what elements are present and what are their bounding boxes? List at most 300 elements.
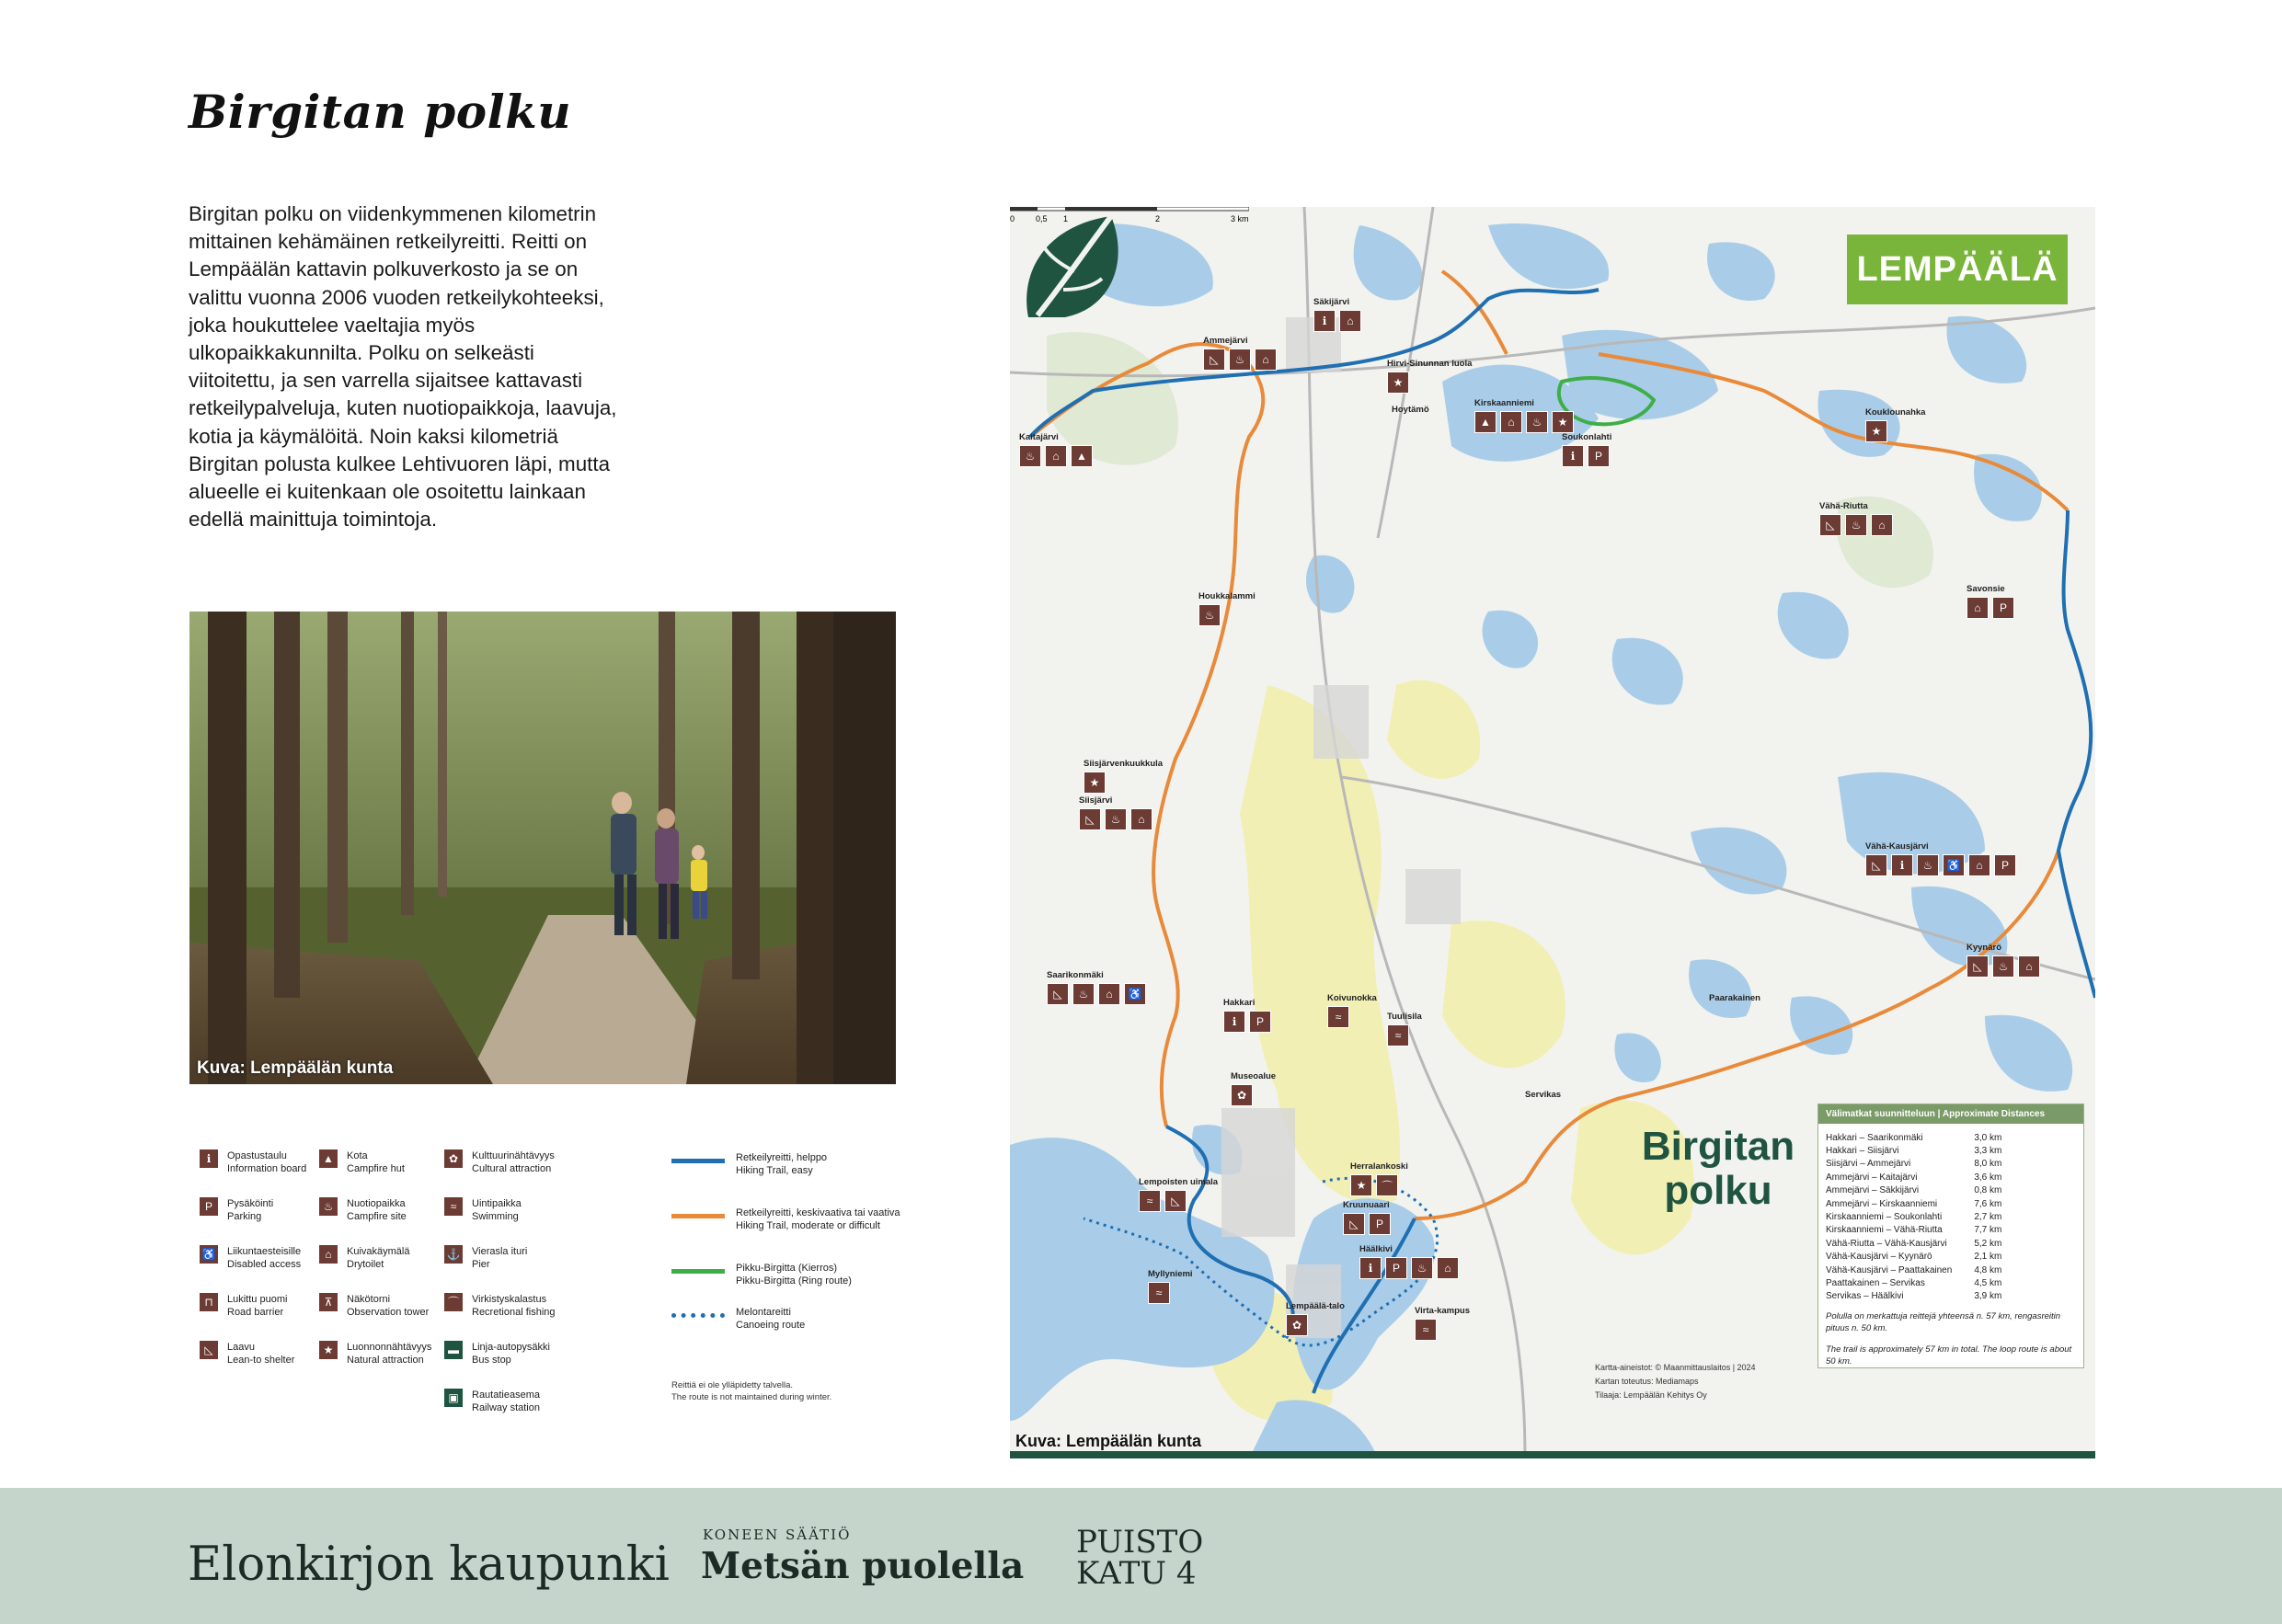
legend-label-fi: Kulttuurinähtävyys [472, 1150, 555, 1161]
legend-item-text [472, 1341, 550, 1367]
legend-label-fi: Kota [347, 1150, 368, 1161]
parking-icon: P [1994, 854, 2016, 876]
map-place-icons [1359, 1257, 1459, 1279]
star-icon: ★ [1552, 411, 1574, 433]
map-place-label: Servikas [1525, 1090, 1562, 1100]
legend-label-en: Bus stop [472, 1355, 511, 1366]
legend-line-label-fi: Retkeilyreitti, helppo [736, 1152, 828, 1163]
distance-km: 3,3 km [1974, 1145, 2002, 1156]
legend-item-text [227, 1149, 306, 1175]
trail-map [1010, 207, 2095, 1458]
campfire-icon: ♨ [1198, 604, 1221, 626]
dry-toilet-icon: ⌂ [1500, 411, 1522, 433]
legend-item-text [347, 1341, 431, 1367]
map-place [1819, 501, 1893, 536]
map-place-label: Siisjärvenkuukkula [1084, 759, 1164, 769]
map-place [1079, 795, 1152, 830]
info-board-icon: ℹ [1562, 445, 1584, 467]
map-place [1350, 1161, 1408, 1196]
distance-km: 3,9 km [1974, 1291, 2002, 1302]
map-place [1203, 336, 1277, 371]
legend-line-text [736, 1151, 827, 1177]
distance-route: Kirskaanniemi – Soukonlahti [1826, 1211, 1943, 1222]
map-place-label: Kaitajärvi [1019, 432, 1059, 442]
legend-line-label-en: Canoeing route [736, 1320, 806, 1331]
distance-rows [1826, 1131, 2001, 1303]
distance-km: 3,6 km [1974, 1172, 2002, 1183]
campfire-icon: ♨ [1411, 1257, 1433, 1279]
distance-km: 2,1 km [1974, 1252, 2002, 1263]
map-place-label: Häälkivi [1359, 1244, 1393, 1254]
forest-photo [189, 612, 896, 1084]
map-place-icons [1203, 349, 1277, 371]
info-board-icon: ℹ [200, 1149, 218, 1168]
legend-label-en: Swimming [472, 1211, 519, 1222]
lean-to-icon: ◺ [1967, 955, 1989, 978]
map-place [1392, 405, 1429, 415]
map-place-label: Museoalue [1231, 1071, 1277, 1081]
map-title-line1: Birgitan [1641, 1124, 1795, 1169]
distance-row [1826, 1131, 2001, 1144]
distance-route: Ammejärvi – Kaitajärvi [1826, 1172, 1918, 1183]
fishing-icon: ⌒ [444, 1293, 463, 1311]
distance-km: 4,5 km [1974, 1277, 2002, 1288]
legend-label-en: Road barrier [227, 1307, 284, 1318]
footer-elonkirjo: Elonkirjon kaupunki [188, 1538, 670, 1592]
legend-label-fi: Virkistyskalastus [472, 1294, 547, 1305]
legend-item-text [472, 1293, 556, 1319]
legend-item-text [227, 1341, 294, 1367]
scale-label-0: 0 [1010, 214, 1015, 223]
dry-toilet-icon: ⌂ [2018, 955, 2040, 978]
distance-route: Siisjärvi – Ammejärvi [1826, 1159, 1911, 1170]
legend-label-fi: Lukittu puomi [227, 1294, 288, 1305]
legend-item-text [347, 1149, 405, 1175]
legend-winter-note [671, 1379, 831, 1403]
distance-km: 4,8 km [1974, 1264, 2002, 1275]
fishing-icon: ⌒ [1376, 1174, 1398, 1196]
legend-label-en: Recretional fishing [472, 1307, 556, 1318]
map-place-icons [1343, 1213, 1391, 1235]
dry-toilet-icon: ⌂ [1967, 597, 1989, 619]
legend-item [319, 1293, 429, 1319]
page-title: Birgitan polku [189, 85, 572, 139]
legend-line-item [671, 1262, 852, 1287]
map-place-icons [1327, 1006, 1377, 1028]
legend-label-en: Campfire site [347, 1211, 407, 1222]
campfire-icon: ♨ [319, 1197, 338, 1216]
lempaala-logo: LEMPÄÄLÄ [1847, 234, 2068, 304]
distance-row [1826, 1184, 2001, 1197]
legend-label-en: Pier [472, 1259, 490, 1270]
legend-line-label-fi: Retkeilyreitti, keskivaativa tai vaativa [736, 1207, 900, 1218]
map-place-label: Lempäälä-talo [1286, 1301, 1345, 1311]
legend-label-fi: Laavu [227, 1342, 255, 1353]
distance-route: Vähä-Riutta – Vähä-Kausjärvi [1826, 1238, 1947, 1249]
map-place-label: Kyynärö [1967, 943, 2002, 953]
distance-route: Vähä-Kausjärvi – Kyynärö [1826, 1252, 1932, 1263]
legend-label-fi: Kuivakäymälä [347, 1246, 410, 1257]
ring-route-line [671, 1269, 725, 1274]
map-place-label: Koivunokka [1327, 993, 1377, 1003]
distance-km: 7,7 km [1974, 1225, 2002, 1236]
swimming-icon: ≈ [1327, 1006, 1349, 1028]
footer-puistokatu [1076, 1524, 1204, 1592]
map-place-icons [1387, 372, 1472, 394]
map-place-icons [1562, 445, 1611, 467]
map-place-icons [1047, 983, 1146, 1005]
campfire-icon: ♨ [1105, 808, 1127, 830]
parking-icon: P [1588, 445, 1610, 467]
map-title-line2: polku [1664, 1168, 1772, 1213]
distance-km: 3,0 km [1974, 1132, 2002, 1143]
map-place [1865, 407, 1925, 442]
star-icon: ★ [319, 1341, 338, 1359]
legend-item [444, 1293, 556, 1319]
distance-route: Kirskaanniemi – Vähä-Riutta [1826, 1225, 1943, 1236]
map-place-label: Houkkalammi [1198, 591, 1256, 601]
map-place-label: Virta-kampus [1415, 1306, 1471, 1316]
map-place [1525, 1090, 1561, 1100]
forest-photo-illustration [189, 612, 896, 1084]
map-place [1387, 1012, 1422, 1046]
legend-item [200, 1197, 273, 1223]
legend-line-label-fi: Melontareitti [736, 1307, 791, 1318]
map-place-label: Soukonlahti [1562, 432, 1612, 442]
winter-note-fi: Reittiä ei ole ylläpidetty talvella. [671, 1380, 794, 1390]
map-place [1967, 584, 2014, 619]
distance-row [1826, 1264, 2001, 1276]
distance-note-en: The trail is approximately 57 km in total. The loop route is about 50 km. [1826, 1344, 2072, 1367]
distance-km: 8,0 km [1974, 1159, 2002, 1170]
distance-row [1826, 1197, 2001, 1210]
legend-item-text [472, 1389, 540, 1414]
dry-toilet-icon: ⌂ [1098, 983, 1120, 1005]
map-place [1359, 1244, 1459, 1279]
legend-line-label-fi: Pikku-Birgitta (Kierros) [736, 1263, 838, 1274]
legend-line-item [671, 1207, 900, 1232]
legend-item-text [347, 1293, 429, 1319]
legend-label-en: Natural attraction [347, 1355, 424, 1366]
map-place-label: Säkijärvi [1313, 297, 1350, 307]
lean-to-icon: ◺ [1865, 854, 1887, 876]
parking-icon: P [200, 1197, 218, 1216]
map-place-icons [1139, 1190, 1218, 1212]
distance-row [1826, 1237, 2001, 1250]
info-board-icon: ℹ [1891, 854, 1913, 876]
scale-label-3: 3 km [1231, 214, 1249, 223]
campfire-hut-icon: ▲ [1071, 445, 1093, 467]
easy-trail-line [671, 1159, 725, 1163]
dry-toilet-icon: ⌂ [319, 1245, 338, 1264]
map-place-icons [1223, 1011, 1271, 1033]
legend-label-en: Railway station [472, 1402, 540, 1413]
legend-item-text [472, 1245, 527, 1271]
lean-to-icon: ◺ [1343, 1213, 1365, 1235]
legend-line-text [736, 1306, 805, 1332]
map-place-icons [1019, 445, 1093, 467]
map-place-icons [1865, 420, 1925, 442]
distance-note [1818, 1307, 2083, 1367]
tower-icon: ⊼ [319, 1293, 338, 1311]
culture-icon: ✿ [1286, 1314, 1308, 1336]
map-place [1474, 398, 1574, 433]
legend-label-en: Cultural attraction [472, 1163, 552, 1174]
legend-label-fi: Opastustaulu [227, 1150, 287, 1161]
map-place-icons [1198, 604, 1256, 626]
wheelchair-icon: ♿ [1943, 854, 1965, 876]
map-place-icons [1474, 411, 1574, 433]
culture-icon: ✿ [1231, 1084, 1253, 1106]
wheelchair-icon: ♿ [200, 1245, 218, 1264]
map-place [1415, 1306, 1470, 1341]
parking-icon: P [1992, 597, 2014, 619]
map-place [1084, 759, 1163, 794]
map-place-label: Savonsie [1967, 584, 2005, 594]
legend-item-text [472, 1149, 555, 1175]
star-icon: ★ [1350, 1174, 1372, 1196]
legend-item [444, 1149, 555, 1175]
bus-icon: ▬ [444, 1341, 463, 1359]
dry-toilet-icon: ⌂ [1255, 349, 1277, 371]
map-place-icons [1079, 808, 1152, 830]
parking-icon: P [1385, 1257, 1407, 1279]
swimming-icon: ≈ [1387, 1024, 1409, 1046]
map-place-label: Hirvi-Sinunnan luola [1387, 359, 1473, 369]
dry-toilet-icon: ⌂ [1871, 514, 1893, 536]
legend-item [200, 1149, 306, 1175]
legend-line-item [671, 1306, 805, 1332]
map-place-label: Myllyniemi [1148, 1269, 1193, 1279]
map-place-icons [1148, 1282, 1193, 1304]
legend-item [444, 1389, 540, 1414]
legend-item [319, 1149, 405, 1175]
train-icon: ▣ [444, 1389, 463, 1407]
map-title [1608, 1125, 1829, 1213]
credit-client: Tilaaja: Lempäälän Kehitys Oy [1595, 1390, 1707, 1400]
star-icon: ★ [1084, 772, 1106, 794]
legend-label-fi: Nuotiopaikka [347, 1198, 406, 1209]
map-place [1019, 432, 1093, 467]
map-place-icons [1084, 772, 1163, 794]
parking-icon: P [1249, 1011, 1271, 1033]
footer-puistokatu-line1: PUISTO [1076, 1524, 1204, 1561]
map-place [1198, 591, 1256, 626]
distance-row [1826, 1144, 2001, 1157]
legend-label-fi: Näkötorni [347, 1294, 391, 1305]
map-place [1223, 998, 1271, 1033]
map-place-icons [1286, 1314, 1345, 1336]
legend-item [200, 1293, 287, 1319]
legend-line-item [671, 1151, 827, 1177]
legend-item-text [347, 1197, 407, 1223]
wheelchair-icon: ♿ [1124, 983, 1146, 1005]
campfire-icon: ♨ [1917, 854, 1939, 876]
legend-line-text [736, 1207, 900, 1232]
scale-label-2: 2 [1155, 214, 1161, 223]
map-place [1967, 943, 2040, 978]
distance-row [1826, 1224, 2001, 1237]
map-place [1327, 993, 1377, 1028]
moderate-trail-line [671, 1214, 725, 1218]
legend-label-fi: Pysäköinti [227, 1198, 274, 1209]
distance-table-header: Välimatkat suunnitteluun | Approximate Distances [1818, 1104, 2083, 1124]
legend-label-en: Information board [227, 1163, 307, 1174]
legend-item-text [227, 1293, 287, 1319]
lean-to-icon: ◺ [1164, 1190, 1187, 1212]
distance-km: 2,7 km [1974, 1211, 2002, 1222]
distance-row [1826, 1276, 2001, 1289]
campfire-hut-icon: ▲ [1474, 411, 1496, 433]
map-place-icons [1819, 514, 1893, 536]
intro-paragraph: Birgitan polku on viidenkymmenen kilometrin mittainen kehämäinen retkeilyreitti. Reitti on Lempäälän kattavin polkuverkosto ja se on valittu vuonna 2006 vuoden retkeilykohteeksi, joka houkuttelee vaeltajia myös ulkopaikkakunnilta. Polku on selkeästi viitoitettu, ja sen varrella sijaitsee kattavasti retkeilypalveluja, kuten nuotiopaikkoja, laavuja, kotia ja käymälöitä. Noin kaksi kilometriä Birgitan polusta kulkee Lehtivuoren läpi, mutta alueelle ei kuitenkaan ole osoitettu lainkaan edellä mainittuja toimintoja. [189, 202, 617, 532]
map-place-label: Lempoisten uimala [1139, 1177, 1219, 1187]
footer-puistokatu-line2: KATU 4 [1076, 1555, 1197, 1592]
map-place-icons [1387, 1024, 1422, 1046]
map-place [1047, 970, 1146, 1005]
map-place [1231, 1071, 1276, 1106]
legend-label-fi: Rautatieasema [472, 1390, 540, 1401]
distance-route: Ammejärvi – Säkkijärvi [1826, 1185, 1920, 1196]
map-place [1709, 993, 1760, 1003]
map-place [1139, 1177, 1218, 1212]
legend-label-fi: Uintipaikka [472, 1198, 522, 1209]
lean-to-icon: ◺ [1819, 514, 1841, 536]
campfire-icon: ♨ [1072, 983, 1095, 1005]
legend-line-text [736, 1262, 852, 1287]
canoe-route-line [671, 1313, 725, 1318]
swimming-icon: ≈ [444, 1197, 463, 1216]
scale-label-05: 0,5 [1036, 214, 1048, 223]
map-place [1286, 1301, 1345, 1336]
info-board-icon: ℹ [1223, 1011, 1245, 1033]
parking-icon: P [1369, 1213, 1391, 1235]
campfire-icon: ♨ [1019, 445, 1041, 467]
legend-label-en: Observation tower [347, 1307, 430, 1318]
distance-note-fi: Polulla on merkattuja reittejä yhteensä n. 57 km, rengasreitin pituus n. 50 km. [1826, 1311, 2061, 1334]
dry-toilet-icon: ⌂ [1437, 1257, 1459, 1279]
map-place-label: Kirskaanniemi [1474, 398, 1534, 408]
campfire-icon: ♨ [1992, 955, 2014, 978]
winter-note-en: The route is not maintained during winter. [671, 1392, 832, 1402]
distance-row [1826, 1210, 2001, 1223]
legend-item [319, 1341, 431, 1367]
scale-label-1: 1 [1063, 214, 1069, 223]
legend-label-en: Disabled access [227, 1259, 302, 1270]
dry-toilet-icon: ⌂ [1968, 854, 1990, 876]
map-place [1343, 1200, 1391, 1235]
star-icon: ★ [1387, 372, 1409, 394]
dry-toilet-icon: ⌂ [1130, 808, 1152, 830]
map-place [1865, 841, 2016, 876]
scale-bar [1010, 207, 1249, 225]
map-place-label: Paarakainen [1709, 993, 1760, 1003]
credit-data: Kartta-aineistot: © Maanmittauslaitos | 2024 [1595, 1363, 1756, 1372]
credit-producer: Kartan toteutus: Mediamaps [1595, 1377, 1699, 1386]
distance-km: 7,6 km [1974, 1198, 2002, 1209]
map-credits [1595, 1361, 1756, 1402]
legend-item [319, 1197, 407, 1223]
distance-table [1818, 1104, 2084, 1368]
swimming-icon: ≈ [1415, 1319, 1437, 1341]
legend-line-label-en: Pikku-Birgitta (Ring route) [736, 1275, 852, 1287]
map-place-label: Tuulisila [1387, 1012, 1422, 1022]
map-place [1562, 432, 1611, 467]
swimming-icon: ≈ [1148, 1282, 1170, 1304]
campfire-icon: ♨ [1526, 411, 1548, 433]
info-board-icon: ℹ [1359, 1257, 1382, 1279]
distance-km: 0,8 km [1974, 1185, 2002, 1196]
map-place-icons [1967, 955, 2040, 978]
map-place-label: Kruunuaari [1343, 1200, 1390, 1210]
map-place-icons [1967, 597, 2014, 619]
map-place-label: Hoytämö [1392, 405, 1429, 415]
map-bottom-band [1010, 1451, 2095, 1458]
distance-row [1826, 1171, 2001, 1184]
distance-route: Ammejärvi – Kirskaanniemi [1826, 1198, 1938, 1209]
dry-toilet-icon: ⌂ [1045, 445, 1067, 467]
legend-item [200, 1341, 294, 1367]
legend-label-en: Drytoilet [347, 1259, 384, 1270]
legend-label-fi: Linja-autopysäkki [472, 1342, 550, 1353]
legend-label-en: Campfire hut [347, 1163, 405, 1174]
legend-item-text [227, 1197, 273, 1223]
map-place-label: Herralankoski [1350, 1161, 1408, 1172]
distance-km: 5,2 km [1974, 1238, 2002, 1249]
map-caption: Kuva: Lempäälän kunta [1015, 1432, 1202, 1450]
legend-label-en: Parking [227, 1211, 262, 1222]
legend-item [200, 1245, 301, 1271]
distance-route: Paattakainen – Servikas [1826, 1277, 1925, 1288]
legend-line-label-en: Hiking Trail, easy [736, 1165, 813, 1176]
map-place-label: Vähä-Kausjärvi [1865, 841, 1929, 852]
pier-icon: ⚓ [444, 1245, 463, 1264]
lean-to-icon: ◺ [200, 1341, 218, 1359]
dry-toilet-icon: ⌂ [1339, 310, 1361, 332]
legend-label-fi: Luonnonnähtävyys [347, 1342, 432, 1353]
legend-item [444, 1245, 527, 1271]
legend-item-text [472, 1197, 522, 1223]
legend-line-label-en: Hiking Trail, moderate or difficult [736, 1220, 880, 1231]
legend-label-en: Lean-to shelter [227, 1355, 295, 1366]
distance-route: Servikas – Häälkivi [1826, 1291, 1904, 1302]
map-place [1313, 297, 1361, 332]
campfire-icon: ♨ [1845, 514, 1867, 536]
map-place-icons [1313, 310, 1361, 332]
legend-item [319, 1245, 409, 1271]
lean-to-icon: ◺ [1203, 349, 1225, 371]
distance-route: Vähä-Kausjärvi – Paattakainen [1826, 1264, 1953, 1275]
lean-to-icon: ◺ [1047, 983, 1069, 1005]
footer-metsan-puolella: Metsän puolella [701, 1545, 1025, 1587]
legend-label-fi: Liikuntaesteisille [227, 1246, 302, 1257]
distance-route: Hakkari – Saarikonmäki [1826, 1132, 1923, 1143]
culture-icon: ✿ [444, 1149, 463, 1168]
map-place-label: Saarikonmäki [1047, 970, 1104, 980]
footer-koneen-saatio: KONEEN SÄÄTIÖ [703, 1527, 852, 1543]
distance-row [1826, 1251, 2001, 1264]
map-place-icons [1350, 1174, 1408, 1196]
map-place-icons [1865, 854, 2016, 876]
star-icon: ★ [1865, 420, 1887, 442]
legend-label-fi: Vierasla ituri [472, 1246, 528, 1257]
info-board-icon: ℹ [1313, 310, 1336, 332]
campfire-hut-icon: ▲ [319, 1149, 338, 1168]
distance-row [1826, 1290, 2001, 1303]
barrier-icon: ⊓ [200, 1293, 218, 1311]
legend-item [444, 1341, 550, 1367]
map-place-label: Vähä-Riutta [1819, 501, 1868, 511]
